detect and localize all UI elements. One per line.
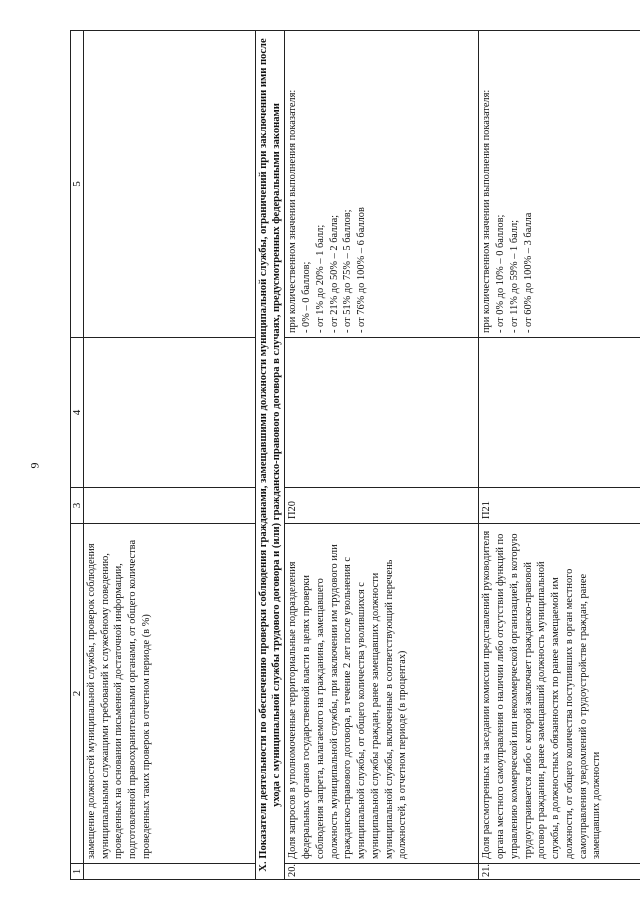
- indicator-source: [84, 338, 256, 488]
- indicator-name: Доля рассмотренных на заседании комиссии представлений руководителя органа местного самоуправления о наличии либо отсутствии функций по управлению коммерческой или некоммерческой организацией, в которую трудоустраивается либо с которой заключает гражданско-правовой договор гражданин, ранее замещавший должность муниципальной службы, в должностных обязанностях по ранее замещаемой им должности, от общего количества поступивших в орган местного самоуправления уведомлений о трудоустройстве граждан, ранее замещавших должности: [479, 524, 640, 864]
- indicator-code: [84, 488, 256, 524]
- indicator-score: при количественном значении выполнения показателя: - от 0% до 10% – 0 баллов; - от 11% до 59% – 1 балл; - от 60% до 100% – 3 балла: [479, 31, 640, 338]
- header-col-1: 1: [71, 864, 84, 880]
- row-number: 20.: [285, 864, 479, 880]
- section-title: X. Показатели деятельности по обеспечению проверки соблюдения гражданами, замещавшими должности муниципальной службы, ограничений при заключении ими после ухода с муниципальной службы трудового договора и (или) гражданско-правового договора в случаях, предусмотренных федеральными законами: [256, 31, 285, 880]
- header-col-3: 3: [71, 488, 84, 524]
- indicator-name: замещение должностей муниципальной службы, проверок соблюдения муниципальными служащими требований к служебному поведению, проведенных на основании письменной достаточной информации, подготовленной правоохранительными органами, от общего количества проведенных таких проверок в отчетном периоде (в %): [84, 524, 256, 864]
- table-row: [479, 31, 640, 880]
- indicator-code: П20: [285, 488, 479, 524]
- header-col-5: 5: [71, 31, 84, 338]
- indicator-source: [479, 338, 640, 488]
- indicators-table: [70, 30, 640, 880]
- indicator-name: Доля запросов в уполномоченные территориальные подразделения федеральных органов государственной власти в целях проверки соблюдения запрета, налагаемого на гражданина, замещавшего должность муниципальной службы, при заключении им трудового или гражданско-правового договора, в течение 2 лет после увольнения с муниципальной службы, от общего количества уволившихся с муниципальной службы граждан, ранее замещавших должности муниципальной службы, включенные в соответствующий перечень должностей, в отчетном периоде (в процентах): [285, 524, 479, 864]
- table-header-row: [71, 31, 84, 880]
- indicator-code: П21: [479, 488, 640, 524]
- page-number: 9: [27, 462, 42, 469]
- table-row: [285, 31, 479, 880]
- indicator-source: [285, 338, 479, 488]
- header-col-2: 2: [71, 524, 84, 864]
- row-number: [84, 864, 256, 880]
- section-row: [256, 31, 285, 880]
- row-number: 21.: [479, 864, 640, 880]
- indicator-score: при количественном значении выполнения показателя: - 0% – 0 баллов; - от 1% до 20% – 1 балл; - от 21% до 50% – 2 балла; - от 51% до 75% – 5 баллов; - от 76% до 100% – 6 баллов: [285, 31, 479, 338]
- header-col-4: 4: [71, 338, 84, 488]
- indicator-score: [84, 31, 256, 338]
- table-row: [84, 31, 256, 880]
- rotated-page-content: [70, 30, 603, 880]
